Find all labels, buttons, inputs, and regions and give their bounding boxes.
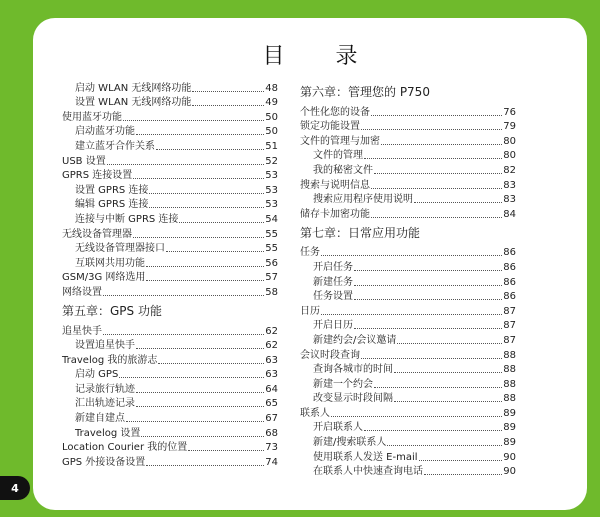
toc-entry-page-number: 57 (265, 272, 278, 284)
toc-entry-label: GPRS 连接设置 (62, 170, 133, 182)
toc-entry-label: 新建约会/会议邀请 (313, 334, 397, 346)
toc-subentry[interactable] (62, 241, 278, 256)
toc-entry-page-number: 49 (265, 97, 278, 109)
toc-subentry[interactable] (62, 138, 278, 153)
dot-leader (136, 405, 264, 407)
toc-entry-page-number: 64 (265, 383, 278, 395)
dot-leader (414, 201, 502, 203)
dot-leader (361, 128, 502, 130)
dot-leader (146, 279, 264, 281)
toc-entry-page-number: 86 (503, 261, 516, 273)
toc-subentry[interactable] (300, 289, 516, 304)
toc-subentry[interactable] (300, 434, 516, 449)
dot-leader (133, 177, 264, 179)
toc-entry[interactable] (62, 352, 278, 367)
toc-entry-label: 新建一个约会 (313, 378, 373, 390)
toc-entry-page-number: 56 (265, 257, 278, 269)
toc-entry-page-number: 90 (503, 451, 516, 463)
dot-leader (397, 342, 502, 344)
toc-entry-label: 开启联系人 (313, 422, 363, 434)
dot-leader (133, 236, 264, 238)
toc-entry[interactable] (300, 177, 516, 192)
toc-entry-page-number: 80 (503, 135, 516, 147)
toc-entry-label: 我的秘密文件 (313, 164, 373, 176)
toc-entry-label: 启动 GPS (75, 369, 119, 381)
dot-leader (354, 298, 502, 300)
toc-entry[interactable] (300, 104, 516, 119)
toc-entry-label: 改变显示时段间隔 (313, 393, 393, 405)
dot-leader (331, 415, 502, 417)
toc-subentry[interactable] (62, 211, 278, 226)
toc-entry-page-number: 88 (503, 364, 516, 376)
dot-leader (126, 420, 264, 422)
toc-entry[interactable] (300, 347, 516, 362)
toc-entry-page-number: 53 (265, 170, 278, 182)
dot-leader (387, 444, 502, 446)
toc-entry-label: 开启任务 (313, 261, 353, 273)
toc-entry-label: 新建/搜索联系人 (313, 437, 387, 449)
toc-entry-page-number: 52 (265, 155, 278, 167)
toc-subentry[interactable] (300, 148, 516, 163)
toc-entry-page-number: 63 (265, 369, 278, 381)
toc-entry-page-number: 80 (503, 150, 516, 162)
toc-entry-page-number: 48 (265, 82, 278, 94)
toc-right-column (300, 80, 516, 478)
toc-subentry[interactable] (62, 80, 278, 95)
toc-entry[interactable] (300, 303, 516, 318)
toc-entry-label: 锁定功能设置 (300, 121, 360, 133)
chapter-heading: 第六章：管理您的 P750 (300, 85, 430, 99)
toc-entry[interactable] (300, 245, 516, 260)
toc-entry-label: 无线设备管理器接口 (75, 243, 165, 255)
dot-leader (354, 269, 502, 271)
dot-leader (136, 391, 264, 393)
toc-entry-page-number: 87 (503, 320, 516, 332)
toc-entry[interactable] (300, 206, 516, 221)
toc-entry-label: Travelog 我的旅游志 (62, 354, 158, 366)
toc-entry-label: 任务 (300, 247, 320, 259)
toc-entry-page-number: 87 (503, 305, 516, 317)
dot-leader (103, 294, 264, 296)
toc-entry-label: GSM/3G 网络选用 (62, 272, 146, 284)
toc-entry[interactable] (300, 405, 516, 420)
toc-entry-label: 文件的管理 (313, 150, 363, 162)
toc-entry-label: 日历 (300, 305, 320, 317)
dot-leader (364, 429, 502, 431)
toc-entry-page-number: 90 (503, 466, 516, 478)
page-number-badge: 4 (0, 476, 30, 500)
toc-subentry[interactable] (300, 464, 516, 479)
toc-entry-label: 任务设置 (313, 291, 353, 303)
toc-entry-page-number: 89 (503, 407, 516, 419)
toc-subentry[interactable] (62, 255, 278, 270)
dot-leader (364, 157, 502, 159)
toc-subentry[interactable] (62, 182, 278, 197)
toc-entry-page-number: 88 (503, 349, 516, 361)
toc-entry-label: 新建任务 (313, 276, 353, 288)
toc-subentry[interactable] (300, 162, 516, 177)
dot-leader (371, 114, 502, 116)
toc-entry-label: 连接与中断 GPRS 连接 (75, 213, 179, 225)
toc-entry-label: 追星快手 (62, 325, 102, 337)
toc-entry-page-number: 50 (265, 126, 278, 138)
toc-entry-label: 在联系人中快速查询电话 (313, 466, 423, 478)
dot-leader (374, 386, 502, 388)
toc-entry-page-number: 76 (503, 106, 516, 118)
toc-entry-label: 个性化您的设备 (300, 106, 370, 118)
toc-entry-label: 启动蓝牙功能 (75, 126, 135, 138)
toc-entry-page-number: 83 (503, 179, 516, 191)
dot-leader (146, 265, 264, 267)
toc-entry-page-number: 65 (265, 398, 278, 410)
toc-entry-label: 记录旅行轨迹 (75, 383, 135, 395)
toc-entry-page-number: 53 (265, 199, 278, 211)
toc-entry-page-number: 74 (265, 456, 278, 468)
toc-subentry[interactable] (300, 449, 516, 464)
toc-subentry[interactable] (62, 396, 278, 411)
toc-entry-page-number: 51 (265, 140, 278, 152)
toc-subentry[interactable] (62, 124, 278, 139)
dot-leader (354, 327, 502, 329)
toc-entry-page-number: 87 (503, 334, 516, 346)
toc-entry-page-number: 86 (503, 291, 516, 303)
toc-entry-label: 网络设置 (62, 286, 102, 298)
dot-leader (371, 187, 502, 189)
toc-entry-label: 联系人 (300, 407, 330, 419)
toc-subentry[interactable] (300, 192, 516, 207)
toc-subentry[interactable] (300, 318, 516, 333)
toc-entry-label: 储存卡加密功能 (300, 208, 370, 220)
toc-entry[interactable] (62, 153, 278, 168)
toc-entry-page-number: 89 (503, 422, 516, 434)
toc-entry-label: 会议时段查询 (300, 349, 360, 361)
dot-leader (158, 362, 264, 364)
toc-entry-page-number: 67 (265, 413, 278, 425)
toc-entry-label: 启动 WLAN 无线网络功能 (75, 82, 192, 94)
toc-entry-page-number: 50 (265, 111, 278, 123)
dot-leader (107, 163, 265, 165)
dot-leader (149, 206, 264, 208)
toc-subentry[interactable] (62, 425, 278, 440)
dot-leader (103, 333, 264, 335)
toc-subentry[interactable] (62, 197, 278, 212)
toc-entry-page-number: 58 (265, 286, 278, 298)
dot-leader (166, 250, 264, 252)
toc-left-column (62, 80, 278, 469)
toc-entry-page-number: 63 (265, 354, 278, 366)
toc-entry[interactable] (300, 133, 516, 148)
toc-subentry[interactable] (300, 332, 516, 347)
toc-entry-label: Location Courier 我的位置 (62, 442, 188, 454)
toc-entry-page-number: 55 (265, 243, 278, 255)
toc-entry-label: 开启日历 (313, 320, 353, 332)
dot-leader (136, 133, 264, 135)
toc-subentry[interactable] (62, 381, 278, 396)
dot-leader (179, 221, 264, 223)
toc-entry-label: 使用蓝牙功能 (62, 111, 122, 123)
dot-leader (419, 459, 503, 461)
toc-entry-label: GPS 外接设备设置 (62, 456, 146, 468)
toc-entry-page-number: 62 (265, 340, 278, 352)
dot-leader (321, 313, 502, 315)
toc-entry-page-number: 62 (265, 325, 278, 337)
toc-entry-page-number: 84 (503, 208, 516, 220)
toc-subentry[interactable] (300, 376, 516, 391)
toc-subentry[interactable] (62, 338, 278, 353)
toc-entry-page-number: 86 (503, 276, 516, 288)
toc-entry-label: 互联网共用功能 (75, 257, 145, 269)
toc-entry-label: Travelog 设置 (75, 427, 141, 439)
toc-subentry[interactable] (300, 362, 516, 377)
dot-leader (424, 473, 502, 475)
dot-leader (119, 376, 264, 378)
toc-subentry[interactable] (300, 259, 516, 274)
dot-leader (141, 435, 264, 437)
toc-entry-label: 编辑 GPRS 连接 (75, 199, 149, 211)
dot-leader (394, 371, 502, 373)
toc-subentry[interactable] (62, 410, 278, 425)
toc-page (33, 18, 587, 510)
toc-entry-page-number: 73 (265, 442, 278, 454)
toc-entry-label: 无线设备管理器 (62, 228, 132, 240)
toc-entry-label: USB 设置 (62, 155, 106, 167)
toc-entry[interactable] (62, 440, 278, 455)
toc-entry-label: 文件的管理与加密 (300, 135, 380, 147)
toc-subentry[interactable] (300, 391, 516, 406)
dot-leader (381, 143, 502, 145)
toc-entry-page-number: 79 (503, 121, 516, 133)
dot-leader (354, 284, 502, 286)
toc-entry[interactable] (62, 284, 278, 299)
toc-entry[interactable] (62, 270, 278, 285)
dot-leader (371, 216, 502, 218)
toc-entry-label: 设置 GPRS 连接 (75, 184, 149, 196)
dot-leader (361, 357, 502, 359)
toc-entry-label: 搜索与说明信息 (300, 179, 370, 191)
toc-entry-label: 搜索应用程序使用说明 (313, 194, 413, 206)
toc-entry[interactable] (62, 168, 278, 183)
toc-entry-label: 设置追星快手 (75, 340, 135, 352)
chapter-heading: 第五章：GPS 功能 (62, 303, 162, 318)
toc-entry-label: 使用联系人发送 E-mail (313, 451, 418, 463)
dot-leader (123, 119, 264, 121)
toc-entry-page-number: 55 (265, 228, 278, 240)
toc-entry[interactable] (62, 323, 278, 338)
toc-entry-page-number: 86 (503, 247, 516, 259)
toc-entry-label: 新建自建点 (75, 413, 125, 425)
dot-leader (149, 192, 264, 194)
toc-entry-label: 设置 WLAN 无线网络功能 (75, 97, 192, 109)
toc-entry-label: 汇出轨迹记录 (75, 398, 135, 410)
toc-entry-page-number: 53 (265, 184, 278, 196)
toc-entry-page-number: 82 (503, 164, 516, 176)
toc-entry-page-number: 54 (265, 213, 278, 225)
toc-entry[interactable] (62, 454, 278, 469)
toc-subentry[interactable] (300, 274, 516, 289)
toc-entry-page-number: 88 (503, 393, 516, 405)
toc-entry[interactable] (62, 226, 278, 241)
toc-entry-page-number: 88 (503, 378, 516, 390)
toc-entry-page-number: 68 (265, 427, 278, 439)
toc-subentry[interactable] (300, 420, 516, 435)
dot-leader (394, 400, 502, 402)
dot-leader (146, 464, 264, 466)
toc-subentry[interactable] (62, 95, 278, 110)
dot-leader (192, 90, 264, 92)
toc-entry[interactable] (62, 109, 278, 124)
dot-leader (321, 254, 502, 256)
dot-leader (136, 347, 264, 349)
toc-entry-page-number: 89 (503, 437, 516, 449)
toc-entry[interactable] (300, 119, 516, 134)
dot-leader (374, 172, 502, 174)
dot-leader (192, 104, 264, 106)
dot-leader (156, 148, 264, 150)
dot-leader (188, 449, 264, 451)
page-title: 目 录 (262, 44, 380, 69)
toc-entry-label: 查询各城市的时间 (313, 364, 393, 376)
toc-subentry[interactable] (62, 367, 278, 382)
toc-entry-label: 建立蓝牙合作关系 (75, 140, 155, 152)
chapter-heading: 第七章：日常应用功能 (300, 225, 421, 240)
toc-entry-page-number: 83 (503, 194, 516, 206)
